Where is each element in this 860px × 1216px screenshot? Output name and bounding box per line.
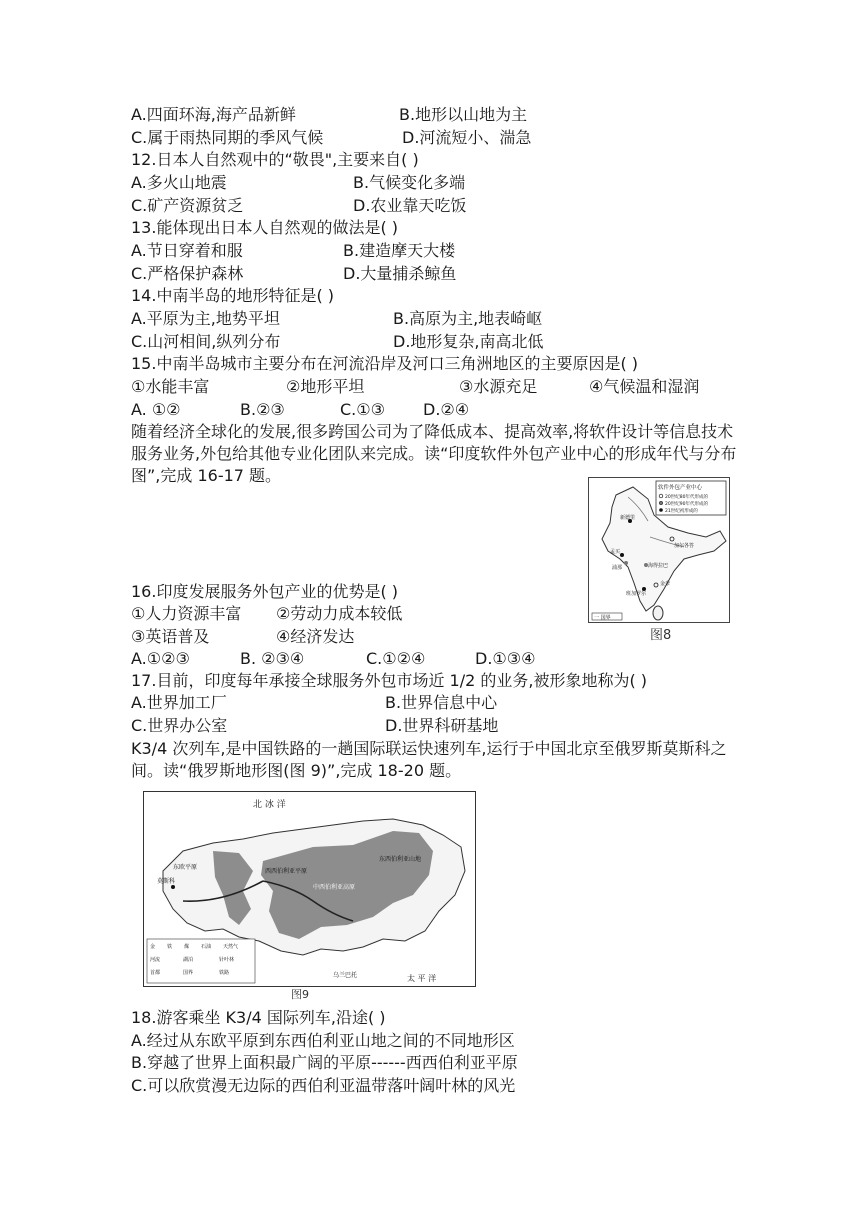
- fig9-legend: 石油: [201, 944, 212, 950]
- fig9-legend: 针叶林: [219, 957, 235, 963]
- fig9-label: 西西伯利亚平原: [265, 868, 308, 875]
- fig8-label: 孟买: [610, 549, 621, 555]
- q15-stem: 15.中南半岛城市主要分布在河流沿岸及河口三角洲地区的主要原因是( ): [131, 354, 639, 373]
- fig9-legend: 国界: [183, 970, 194, 976]
- q16-option-b[interactable]: B. ②③④: [240, 649, 305, 668]
- fig8-label: 海得拉巴: [648, 563, 669, 569]
- q16-stem: 16.印度发展服务外包产业的优势是( ): [131, 582, 399, 601]
- fig9-legend: 金: [150, 944, 156, 950]
- q11-option-d[interactable]: D.河流短小、湍急: [402, 128, 532, 147]
- q16-statement-2: ②劳动力成本较低: [276, 604, 403, 623]
- q14-option-b[interactable]: B.高原为主,地表崎岖: [393, 309, 543, 328]
- q13-stem: 13.能体现出日本人自然观的做法是( ): [131, 218, 399, 237]
- q18-stem: 18.游客乘坐 K3/4 国际列车,沿途( ): [131, 1008, 386, 1027]
- fig8-legend-title: 软件外包产业中心: [658, 485, 703, 491]
- fig9-label: 东西伯利亚山地: [379, 856, 422, 863]
- fig9-legend: 首都: [150, 970, 161, 976]
- figure-8-india-map: [588, 477, 730, 642]
- q16-option-d[interactable]: D.①③④: [475, 649, 536, 668]
- fig8-legend-item: 21世纪初形成的: [665, 509, 698, 514]
- fig9-label: 东欧平原: [173, 864, 198, 871]
- q13-option-d[interactable]: D.大量捕杀鲸鱼: [343, 264, 457, 283]
- figure-9-russia-map: [143, 791, 476, 1001]
- intro-16-17: 随着经济全球化的发展,很多跨国公司为了降低成本、提高效率,将软件设计等信息技术服务业务,外包给其他专业化团队来完成。读“印度软件外包产业中心的形成年代与分布图”,完成 16-17 题。: [131, 422, 737, 485]
- fig9-label: 乌兰巴托: [333, 972, 358, 979]
- fig8-label: 加尔各答: [674, 543, 695, 549]
- q14-option-d[interactable]: D.地形复杂,南高北低: [393, 332, 544, 351]
- q15-option-c[interactable]: C.①③: [340, 400, 385, 419]
- q15-statement-4: ④气候温和湿润: [589, 377, 700, 396]
- q14-option-a[interactable]: A.平原为主,地势平坦: [131, 309, 280, 328]
- fig9-caption: 图9: [291, 988, 309, 1001]
- fig9-label: 中西伯利亚高原: [313, 884, 356, 891]
- fig8-legend-item: 20世纪80年代形成的: [665, 495, 708, 500]
- q17-option-c[interactable]: C.世界办公室: [131, 716, 228, 735]
- fig8-scale: 一 国界: [594, 615, 611, 621]
- q11-option-a[interactable]: A.四面环海,海产品新鲜: [131, 105, 296, 124]
- fig9-legend: 铁: [167, 944, 173, 950]
- fig9-legend: 河流: [150, 957, 161, 963]
- q12-stem: 12.日本人自然观中的“敬畏",主要来自( ): [131, 150, 419, 169]
- q16-option-a[interactable]: A.①②③: [131, 649, 190, 668]
- q17-option-b[interactable]: B.世界信息中心: [385, 693, 498, 712]
- fig9-legend: 煤: [184, 944, 190, 950]
- q12-option-d[interactable]: D.农业靠天吃饭: [353, 196, 467, 215]
- moscow-marker: [171, 885, 175, 889]
- fig8-caption: 图8: [650, 628, 672, 642]
- fig8-legend-item: 20世纪90年代形成的: [665, 502, 708, 507]
- fig9-label: 莫斯科: [157, 878, 176, 885]
- fig8-label: 班加罗尔: [626, 591, 647, 597]
- q16-statement-1: ①人力资源丰富: [131, 604, 242, 623]
- fig9-ocean-pacific: 太 平 洋: [407, 974, 437, 983]
- q14-option-c[interactable]: C.山河相间,纵列分布: [131, 332, 281, 351]
- q17-option-a[interactable]: A.世界加工厂: [131, 693, 227, 712]
- q18-option-a[interactable]: A.经过从东欧平原到东西伯利亚山地之间的不同地形区: [131, 1031, 515, 1050]
- intro-18-20: K3/4 次列车,是中国铁路的一趟国际联运快速列车,运行于中国北京至俄罗斯莫斯科之间。读“俄罗斯地形图(图 9)”,完成 18-20 题。: [131, 739, 727, 780]
- q15-statement-1: ①水能丰富: [131, 377, 210, 396]
- q18-option-c[interactable]: C.可以欣赏漫无边际的西伯利亚温带落叶阔叶林的风光: [131, 1076, 516, 1095]
- q16-statement-3: ③英语普及: [131, 627, 210, 646]
- q15-statement-3: ③水源充足: [459, 377, 538, 396]
- q15-option-a[interactable]: A. ①②: [131, 400, 181, 419]
- q16-statement-4: ④经济发达: [276, 627, 355, 646]
- q17-option-d[interactable]: D.世界科研基地: [385, 716, 499, 735]
- q14-stem: 14.中南半岛的地形特征是( ): [131, 286, 335, 305]
- q11-option-b[interactable]: B.地形以山地为主: [399, 105, 528, 124]
- q13-option-a[interactable]: A.节日穿着和服: [131, 241, 243, 260]
- city-marker: [620, 553, 624, 557]
- q13-option-b[interactable]: B.建造摩天大楼: [343, 241, 456, 260]
- q16-option-c[interactable]: C.①②④: [366, 649, 426, 668]
- q18-option-b[interactable]: B.穿越了世界上面积最广阔的平原------西西伯利亚平原: [131, 1053, 518, 1072]
- q15-statement-2: ②地形平坦: [286, 377, 365, 396]
- city-marker: [624, 561, 628, 565]
- fig9-legend: 铁路: [219, 970, 230, 976]
- sri-lanka-shape: [653, 606, 663, 620]
- fig9-ocean-north: 北 冰 洋: [253, 800, 286, 810]
- fig8-label: 金奈: [660, 581, 671, 587]
- q15-option-d[interactable]: D.②④: [423, 400, 470, 419]
- q15-option-b[interactable]: B.②③: [240, 400, 285, 419]
- fig9-legend: 天然气: [223, 944, 239, 950]
- q12-option-a[interactable]: A.多火山地震: [131, 173, 227, 192]
- q11-option-c[interactable]: C.属于雨热同期的季风气候: [131, 128, 324, 147]
- q13-option-c[interactable]: C.严格保护森林: [131, 264, 244, 283]
- fig9-legend: 湖泊: [183, 957, 194, 963]
- fig8-label: 浦那: [612, 565, 623, 571]
- q12-option-c[interactable]: C.矿产资源贫乏: [131, 196, 244, 215]
- q12-option-b[interactable]: B.气候变化多端: [353, 173, 466, 192]
- q17-stem: 17.目前，印度每年承接全球服务外包市场近 1/2 的业务,被形象地称为( ): [131, 671, 648, 690]
- fig8-label: 新德里: [620, 515, 636, 521]
